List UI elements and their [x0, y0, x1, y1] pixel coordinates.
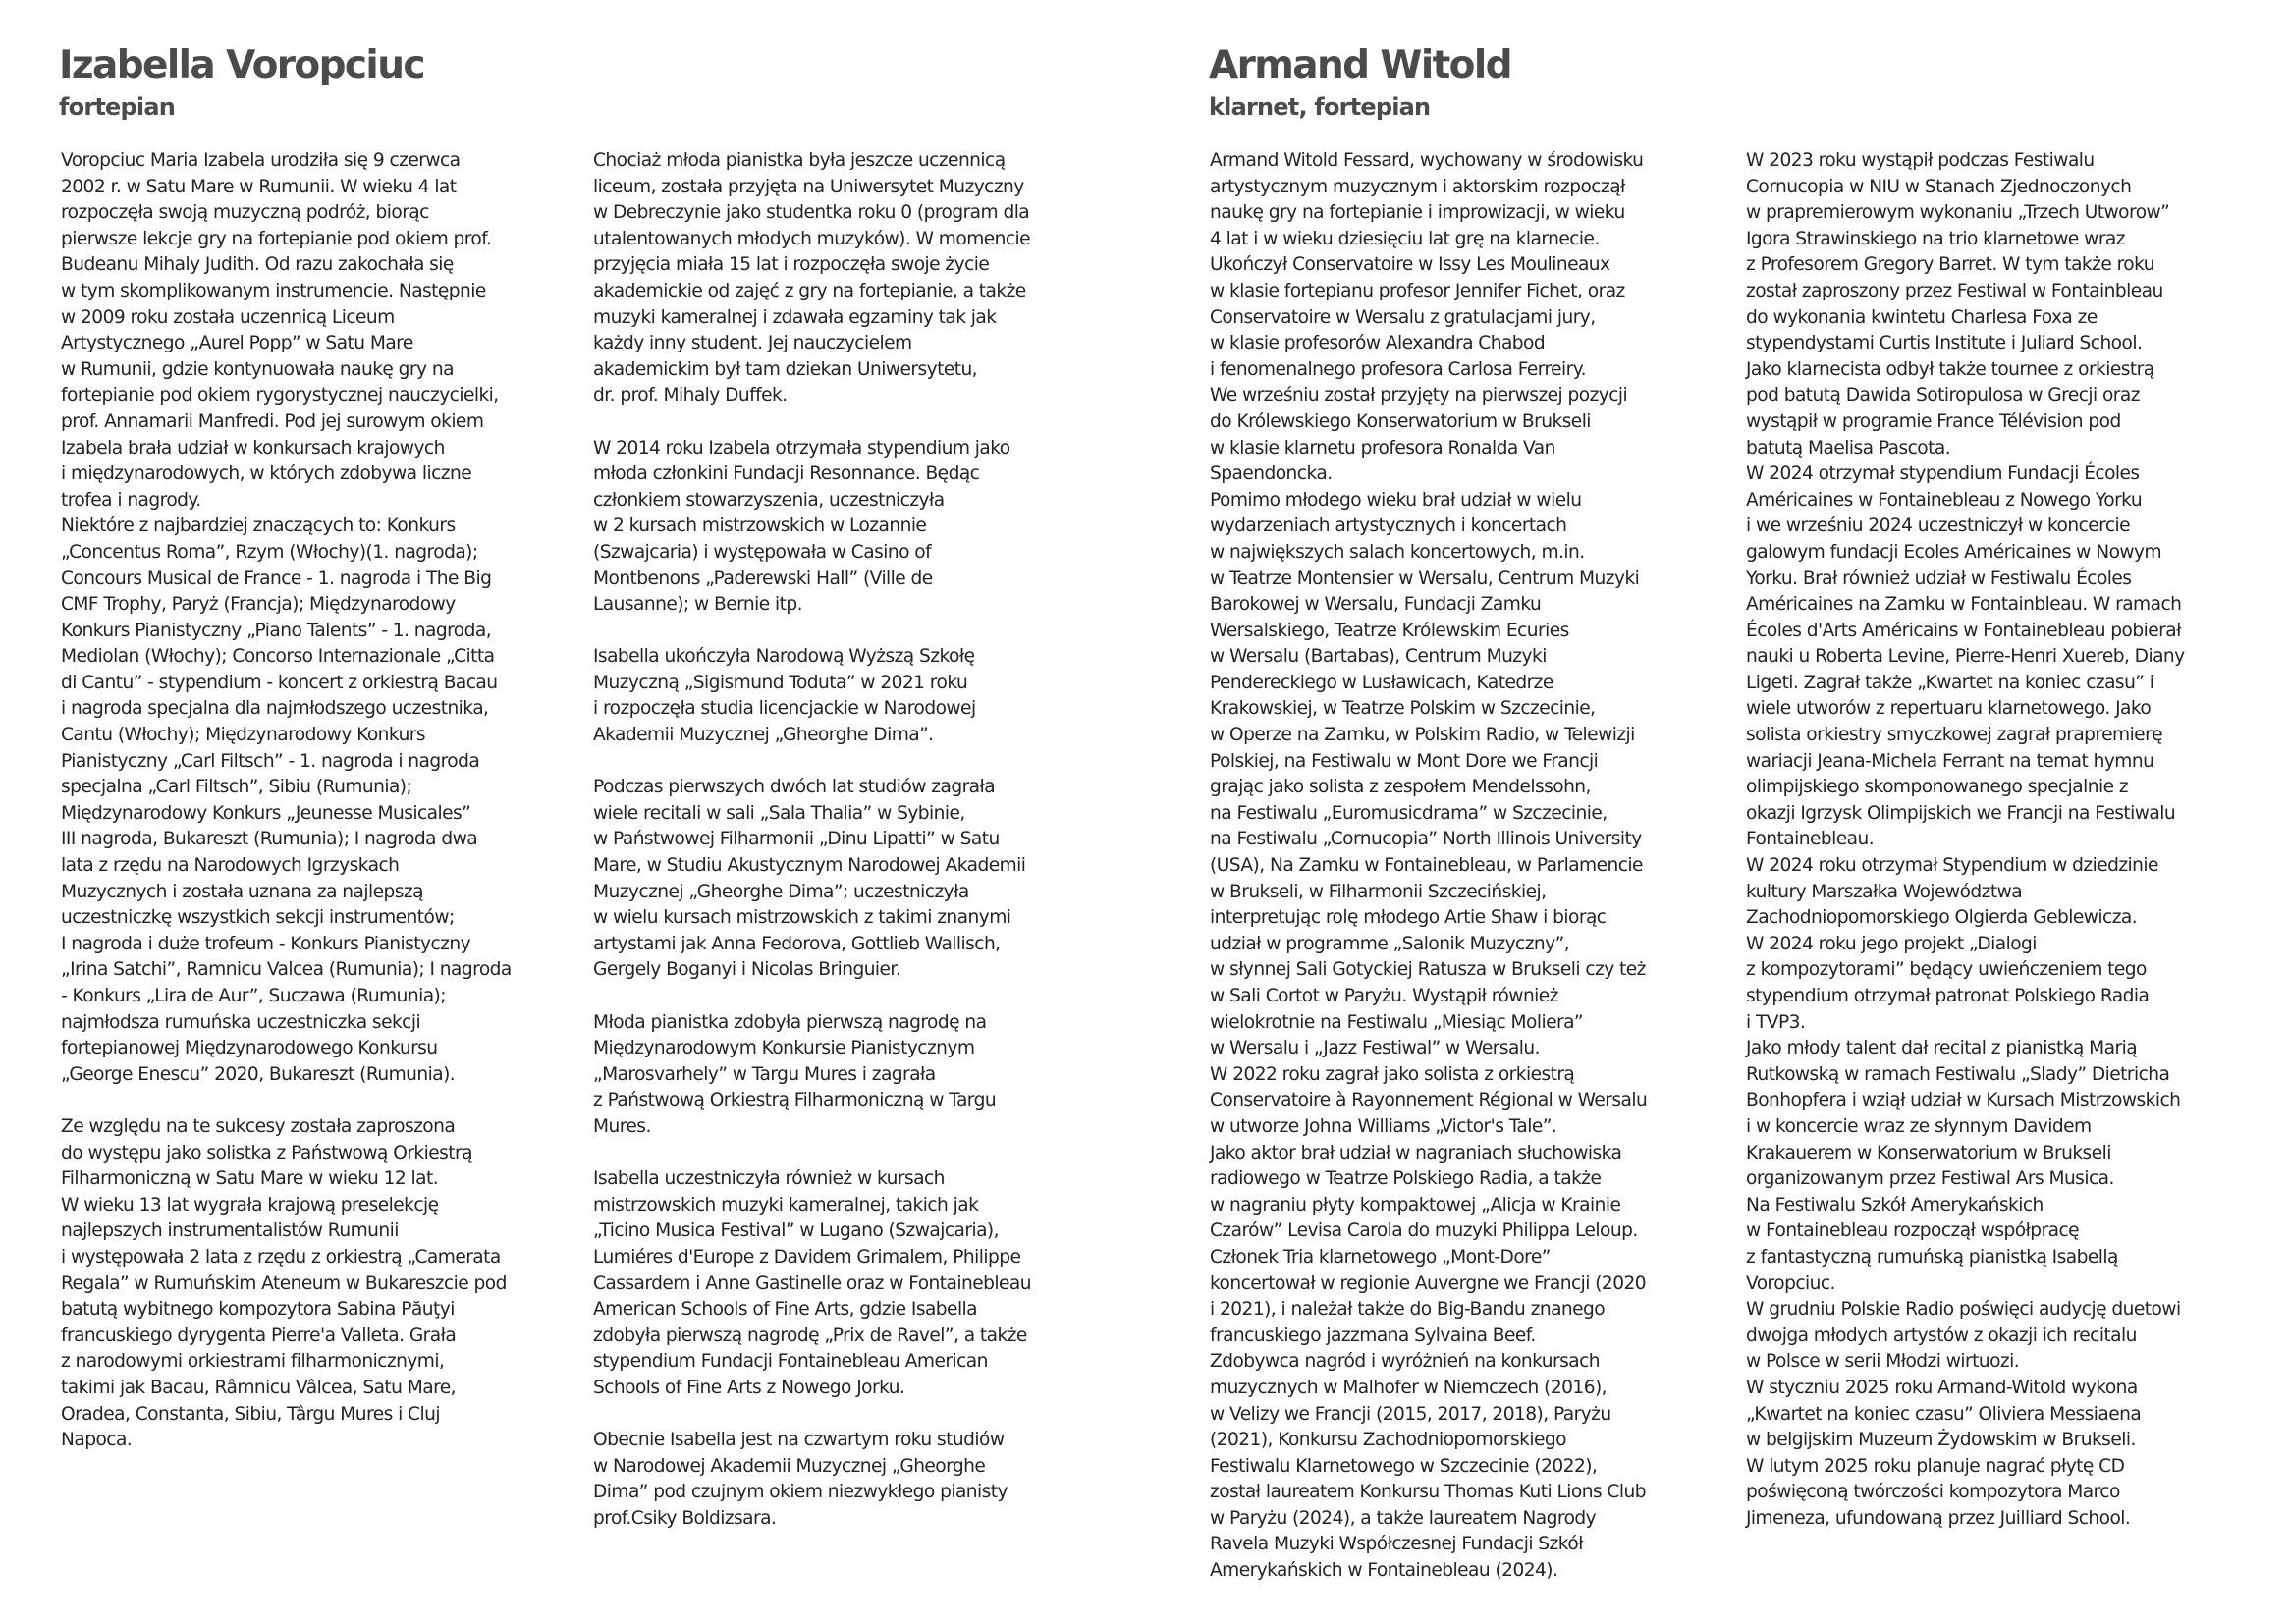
text-line: Jimeneza, ufundowaną przez Juilliard School. — [1746, 1507, 2131, 1529]
text-line: koncertował w regionie Auvergne we Francji (2020 — [1210, 1272, 1647, 1294]
text-line: wiele utworów z repertuaru klarnetowego. Jako — [1746, 698, 2152, 720]
text-line: galowym fundacji Ecoles Américaines w Nowym — [1746, 541, 2162, 563]
paragraph — [593, 1010, 1123, 1141]
text-line: solista orkiestry smyczkowej zagrał prapremierę — [1746, 725, 2163, 746]
text-line: poświęconą twórczości kompozytora Marco — [1746, 1482, 2120, 1503]
text-line: Wersalskiego, Teatrze Królewskim Ecuries — [1210, 620, 1569, 641]
text-line: Zdobywca nagród i wyróżnień na konkursach — [1210, 1351, 1601, 1373]
text-line: Voropciuc. — [1746, 1272, 1835, 1294]
text-line: prof.Csiky Boldizsara. — [593, 1507, 777, 1529]
text-line: Montbenons „Paderewski Hall” (Ville de — [593, 568, 933, 589]
text-line: w Polsce w serii Młodzi wirtuozi. — [1746, 1351, 2020, 1373]
text-line: w prapremierowym wykonaniu „Trzech Utworow” — [1746, 202, 2170, 224]
text-line: batutą Maelisa Pascota. — [1746, 437, 1951, 459]
text-line: w klasie fortepianu profesor Jennifer Fichet, oraz — [1210, 280, 1625, 301]
text-line: W grudniu Polskie Radio poświęci audycję duetowi — [1746, 1299, 2181, 1321]
text-line: wydarzeniach artystycznych i koncertach — [1210, 515, 1567, 537]
text-line: okazji Igrzysk Olimpijskich we Francji na Festiwalu — [1746, 802, 2176, 824]
text-line: prof. Annamarii Manfredi. Pod jej surowym okiem — [61, 410, 484, 432]
text-line: w nagraniu płyty kompaktowej „Alicja w Krainie — [1210, 1194, 1621, 1216]
text-line: Cassardem i Anne Gastinelle oraz w Fontainebleau — [593, 1272, 1031, 1294]
text-line: takimi jak Bacau, Râmnicu Vâlcea, Satu Mare, — [61, 1377, 457, 1398]
text-line: w Velizy we Francji (2015, 2017, 2018), Paryżu — [1210, 1403, 1611, 1425]
text-line: Américaines w Fontainebleau z Nowego Yorku — [1746, 489, 2143, 511]
text-line: Voropciuc Maria Izabela urodziła się 9 czerwca — [61, 150, 461, 171]
text-line: z fantastyczną rumuńską pianistką Isabellą — [1746, 1246, 2118, 1268]
text-line: do występu jako solistka z Państwową Orkiestrą — [61, 1142, 472, 1164]
text-line: w klasie profesorów Alexandra Chabod — [1210, 333, 1546, 354]
text-line: i fenomenalnego profesora Carlosa Ferreiry. — [1210, 358, 1586, 380]
text-line: uczestniczkę wszystkich sekcji instrumentów; — [61, 907, 455, 929]
text-line: W styczniu 2025 roku Armand-Witold wykona — [1746, 1377, 2138, 1398]
text-line: Budeanu Mihaly Judith. Od razu zakochała się — [61, 254, 454, 276]
text-line: Schools of Fine Arts z Nowego Jorku. — [593, 1377, 905, 1398]
text-line: „Ticino Musica Festival” w Lugano (Szwajcaria), — [593, 1220, 999, 1242]
text-line: batutą wybitnego kompozytora Sabina Păuţyi — [61, 1299, 455, 1321]
paragraph — [593, 148, 1123, 409]
text-line: Écoles d'Arts Américains w Fontainebleau pobierał — [1746, 620, 2181, 641]
text-line: W 2024 roku otrzymał Stypendium w dziedzinie — [1746, 855, 2158, 877]
paragraph — [593, 1428, 1123, 1532]
text-line: Barokowej w Wersalu, Fundacji Zamku — [1210, 594, 1542, 616]
text-line: Muzycznych i została uznana za najlepszą — [61, 881, 423, 902]
text-line: Mures. — [593, 1115, 651, 1137]
text-line: „Marosvarhely” w Targu Mures i zagrała — [593, 1063, 936, 1085]
text-line: w słynnej Sali Gotyckiej Ratusza w Brukseli czy też — [1210, 959, 1646, 981]
text-line: Gergely Boganyi i Nicolas Bringuier. — [593, 959, 901, 981]
page-title: Armand Witold — [1209, 43, 1511, 87]
paragraph — [1746, 148, 2276, 1532]
text-line: W wieku 13 lat wygrała krajową preselekcję — [61, 1194, 439, 1216]
text-line: organizowanym przez Festiwal Ars Musica. — [1746, 1168, 2114, 1190]
text-line: muzycznych w Malhofer w Niemczech (2016), — [1210, 1377, 1608, 1398]
text-line: Na Festiwalu Szkół Amerykańskich — [1746, 1194, 2044, 1216]
text-line: Cantu (Włochy); Międzynarodowy Konkurs — [61, 725, 426, 746]
text-line: Muzyczną „Sigismund Toduta” w 2021 roku — [593, 672, 968, 693]
text-line: artystami jak Anna Fedorova, Gottlieb Wallisch, — [593, 933, 1001, 954]
text-line: Conservatoire w Wersalu z gratulacjami jury, — [1210, 306, 1596, 328]
text-line: naukę gry na fortepianie i improwizacji, w wieku — [1210, 202, 1625, 224]
text-line: Filharmoniczną w Satu Mare w wieku 12 lat. — [61, 1168, 439, 1190]
text-line: Lausanne); w Bernie itp. — [593, 594, 802, 616]
page-subtitle: fortepian — [59, 93, 176, 121]
text-line: przyjęcia miała 15 lat i rozpoczęła swoje życie — [593, 254, 990, 276]
text-line: Dima” pod czujnym okiem niezwykłego pianisty — [593, 1482, 1008, 1503]
text-line: w 2009 roku została uczennicą Liceum — [61, 306, 395, 328]
text-line: Chociaż młoda pianistka była jeszcze uczennicą — [593, 150, 1006, 171]
text-line: W 2024 roku jego projekt „Dialogi — [1746, 933, 2037, 954]
text-line: I nagroda i duże trofeum - Konkurs Pianistyczny — [61, 933, 471, 954]
text-line: American Schools of Fine Arts, gdzie Isabella — [593, 1299, 978, 1321]
text-line: kultury Marszałka Województwa — [1746, 881, 2023, 902]
text-line: w Wersalu i „Jazz Festiwal” w Wersalu. — [1210, 1038, 1540, 1059]
text-line: stypendium Fundacji Fontainebleau American — [593, 1351, 988, 1373]
text-line: w Narodowej Akademii Muzycznej „Gheorghe — [593, 1455, 986, 1477]
text-line: „Kwartet na koniec czasu” Oliviera Messiaena — [1746, 1403, 2142, 1425]
text-line: Polskiej, na Festiwalu w Mont Dore we Francji — [1210, 750, 1599, 772]
page-title: Izabella Voropciuc — [59, 43, 424, 87]
text-line: Conservatoire à Rayonnement Régional w Wersalu — [1210, 1090, 1648, 1111]
text-line: Obecnie Isabella jest na czwartym roku studiów — [593, 1430, 1005, 1451]
text-line: (Szwajcaria) i występowała w Casino of — [593, 541, 932, 563]
text-line: Jako klarnecista odbył także tournee z orkiestrą — [1746, 358, 2154, 380]
text-line: w Operze na Zamku, w Polskim Radio, w Telewizji — [1210, 725, 1635, 746]
text-line: w Fontainebleau rozpoczął współpracę — [1746, 1220, 2080, 1242]
text-line: na Festiwalu „Euromusicdrama” w Szczecinie, — [1210, 802, 1608, 824]
text-line: Muzycznej „Gheorghe Dima”; uczestniczyła — [593, 881, 969, 902]
text-line: trofea i nagrody. — [61, 489, 201, 511]
text-line: w Paryżu (2024), a także laureatem Nagrody — [1210, 1507, 1597, 1529]
text-line: 2002 r. w Satu Mare w Rumunii. W wieku 4 lat — [61, 176, 457, 197]
text-line: „Irina Satchi”, Ramnicu Valcea (Rumunia); I nagroda — [61, 959, 512, 981]
text-line: w największych salach koncertowych, m.in. — [1210, 541, 1585, 563]
text-line: olimpijskiego skomponowanego specjalnie z — [1746, 777, 2129, 798]
paragraph — [1210, 148, 1740, 1585]
text-line: W lutym 2025 roku planuje nagrać płytę CD — [1746, 1455, 2125, 1477]
text-line: nauki u Roberta Levine, Pierre-Henri Xuereb, Diany — [1746, 646, 2185, 668]
paragraph — [61, 1114, 591, 1454]
text-line: i występowała 2 lata z rzędu z orkiestrą „Camerata — [61, 1246, 501, 1268]
paragraph — [593, 775, 1123, 984]
text-line: wariacji Jeana-Michela Ferrant na temat hymnu — [1746, 750, 2154, 772]
text-line: Czarów” Levisa Carola do muzyki Philippa Leloup. — [1210, 1220, 1638, 1242]
text-line: muzyki kameralnej i zdawała egzaminy tak jak — [593, 306, 997, 328]
text-line: Międzynarodowy Konkurs „Jeunesse Musicales” — [61, 802, 471, 824]
text-line: rozpoczęła swoją muzyczną podróż, biorąc — [61, 202, 429, 224]
text-line: III nagroda, Bukareszt (Rumunia); I nagroda dwa — [61, 829, 478, 850]
text-line: wielokrotnie na Festiwalu „Miesiąc Moliera” — [1210, 1011, 1584, 1033]
text-line: artystycznym muzycznym i aktorskim rozpoczął — [1210, 176, 1625, 197]
text-line: pierwsze lekcje gry na fortepianie pod okiem prof. — [61, 228, 492, 249]
text-column-1 — [61, 148, 591, 1454]
text-line: Akademii Muzycznej „Gheorghe Dima”. — [593, 725, 934, 746]
text-line: Regala” w Rumuńskim Ateneum w Bukareszcie pod — [61, 1272, 507, 1294]
text-line: członkiem stowarzyszenia, uczestniczyła — [593, 489, 945, 511]
text-line: grając jako solista z zespołem Mendelssohn, — [1210, 777, 1591, 798]
left-page — [0, 0, 1144, 1624]
text-line: dwojga młodych artystów z okazji ich recitalu — [1746, 1325, 2137, 1346]
text-line: z Państwową Orkiestrą Filharmoniczną w Targu — [593, 1090, 997, 1111]
text-line: z kompozytorami” będący uwieńczeniem tego — [1746, 959, 2147, 981]
text-line: do Królewskiego Konserwatorium w Brukseli — [1210, 410, 1591, 432]
text-line: mistrzowskich muzyki kameralnej, takich jak — [593, 1194, 979, 1216]
text-line: pod batutą Dawida Sotiropulosa w Grecji oraz — [1746, 385, 2140, 406]
text-line: zdobyła pierwszą nagrodę „Prix de Ravel”, a także — [593, 1325, 1027, 1346]
text-line: stypendium otrzymał patronat Polskiego Radia — [1746, 986, 2150, 1006]
text-line: interpretując rolę młodego Artie Shaw i biorąc — [1210, 907, 1607, 929]
text-line: Mare, w Studiu Akustycznym Narodowej Akademii — [593, 855, 1026, 877]
text-line: Międzynarodowym Konkursie Pianistycznym — [593, 1038, 975, 1059]
text-line: i międzynarodowych, w których zdobywa liczne — [61, 463, 472, 485]
text-line: (2021), Konkursu Zachodniopomorskiego — [1210, 1430, 1566, 1451]
paragraph — [593, 644, 1123, 748]
text-line: Napoca. — [61, 1430, 133, 1451]
text-line: Młoda pianistka zdobyła pierwszą nagrodę na — [593, 1011, 987, 1033]
paragraph — [61, 148, 591, 1088]
text-line: W 2014 roku Izabela otrzymała stypendium jako — [593, 437, 1010, 459]
text-line: CMF Trophy, Paryż (Francja); Międzynarodowy — [61, 594, 456, 616]
text-line: w Debreczynie jako studentka roku 0 (program dla — [593, 202, 1030, 224]
text-line: stypendystami Curtis Institute i Juliard School. — [1746, 333, 2143, 354]
text-line: francuskiego jazzmana Sylvaina Beef. — [1210, 1325, 1536, 1346]
text-line: młoda członkini Fundacji Resonnance. Będąc — [593, 463, 980, 485]
text-line: Członek Tria klarnetowego „Mont-Dore” — [1210, 1246, 1551, 1268]
text-line: Concours Musical de France - 1. nagroda i The Big — [61, 568, 492, 589]
text-line: dr. prof. Mihaly Duffek. — [593, 385, 788, 406]
text-line: Festiwalu Klarnetowego w Szczecinie (2022), — [1210, 1455, 1598, 1477]
text-line: w Brukseli, w Filharmonii Szczecińskiej, — [1210, 881, 1547, 902]
text-line: w Teatrze Montensier w Wersalu, Centrum Muzyki — [1210, 568, 1640, 589]
text-column-2 — [1746, 148, 2276, 1532]
text-line: Jako aktor brał udział w nagraniach słuchowiska — [1210, 1142, 1622, 1164]
text-line: utalentowanych młodych muzyków). W momencie — [593, 228, 1031, 249]
right-page — [1145, 0, 2289, 1624]
text-line: w Wersalu (Bartabas), Centrum Muzyki — [1210, 646, 1547, 668]
text-line: w tym skomplikowanym instrumencie. Następnie — [61, 280, 486, 301]
text-line: - Konkurs „Lira de Aur”, Suczawa (Rumunia); — [61, 986, 446, 1006]
text-line: w klasie klarnetu profesora Ronalda Van — [1210, 437, 1555, 459]
text-line: Ze względu na te sukcesy została zaproszona — [61, 1115, 456, 1137]
text-line: udział w programme „Salonik Muzyczny”, — [1210, 933, 1570, 954]
text-line: Konkurs Pianistyczny „Piano Talents” - 1. nagroda, — [61, 620, 492, 641]
page-subtitle: klarnet, fortepian — [1209, 93, 1431, 121]
text-line: najlepszych instrumentalistów Rumunii — [61, 1220, 399, 1242]
text-line: francuskiego dyrygenta Pierre'a Valleta. Grała — [61, 1325, 457, 1346]
text-line: We wrześniu został przyjęty na pierwszej pozycji — [1210, 385, 1628, 406]
text-line: Niektóre z najbardziej znaczących to: Konkurs — [61, 515, 456, 537]
text-line: „George Enescu” 2020, Bukareszt (Rumunia). — [61, 1063, 456, 1085]
text-line: Spaendoncka. — [1210, 463, 1333, 485]
text-line: liceum, została przyjęta na Uniwersytet Muzyczny — [593, 176, 1024, 197]
text-line: radiowego w Teatrze Polskiego Radia, a także — [1210, 1168, 1602, 1190]
text-line: Krakauerem w Konserwatorium w Brukseli — [1746, 1142, 2111, 1164]
text-column-2 — [593, 148, 1123, 1532]
text-line: Ligeti. Zagrał także „Kwartet na koniec czasu” i — [1746, 672, 2154, 693]
text-line: każdy inny student. Jej nauczycielem — [593, 333, 912, 354]
text-line: lata z rzędu na Narodowych Igrzyskach — [61, 855, 400, 877]
text-line: i rozpoczęła studia licencjackie w Narodowej — [593, 698, 976, 720]
text-line: Cornucopia w NIU w Stanach Zjednoczonych — [1746, 176, 2132, 197]
text-line: Izabela brała udział w konkursach krajowych — [61, 437, 445, 459]
text-line: w utworze Johna Williams „Victor's Tale”. — [1210, 1115, 1557, 1137]
text-line: Ukończył Conservatoire w Issy Les Moulineaux — [1210, 254, 1610, 276]
text-line: Krakowskiej, w Teatrze Polskim w Szczecinie, — [1210, 698, 1596, 720]
text-line: Rutkowską w ramach Festiwalu „Slady” Dietricha — [1746, 1063, 2170, 1085]
text-line: w Rumunii, gdzie kontynuowała naukę gry na — [61, 358, 454, 380]
text-line: najmłodsza rumuńska uczestniczka sekcji — [61, 1011, 421, 1033]
text-line: w belgijskim Muzeum Żydowskim w Brukseli. — [1746, 1430, 2136, 1451]
text-line: W 2024 otrzymał stypendium Fundacji Écoles — [1746, 463, 2140, 485]
text-line: akademickie od zajęć z gry na fortepianie, a także — [593, 280, 1026, 301]
text-line: i w koncercie wraz ze słynnym Davidem — [1746, 1115, 2092, 1137]
text-line: di Cantu” - stypendium - koncert z orkiestrą Bacau — [61, 672, 498, 693]
text-line: Podczas pierwszych dwóch lat studiów zagrała — [593, 777, 996, 798]
text-line: został laureatem Konkursu Thomas Kuti Lions Club — [1210, 1482, 1646, 1503]
text-line: w Państwowej Filharmonii „Dinu Lipatti” w Satu — [593, 829, 1000, 850]
text-line: fortepianie pod okiem rygorystycznej nauczycielki, — [61, 385, 499, 406]
text-line: „Concentus Roma”, Rzym (Włochy)(1. nagroda); — [61, 541, 478, 563]
text-line: do wykonania kwintetu Charlesa Foxa ze — [1746, 306, 2098, 328]
text-line: Yorku. Brał również udział w Festiwalu Écoles — [1746, 568, 2132, 589]
text-line: W 2023 roku wystąpił podczas Festiwalu — [1746, 150, 2095, 171]
text-line: Oradea, Constanta, Sibiu, Târgu Mures i Cluj — [61, 1403, 440, 1425]
text-line: i 2021), i należał także do Big-Bandu znanego — [1210, 1299, 1606, 1321]
text-line: Jako młody talent dał recital z pianistką Marią — [1746, 1038, 2138, 1059]
text-line: w Sali Cortot w Paryżu. Wystąpił również — [1210, 986, 1558, 1006]
text-line: akademickim był tam dziekan Uniwersytetu, — [593, 358, 978, 380]
text-line: Armand Witold Fessard, wychowany w środowisku — [1210, 150, 1644, 171]
text-line: i TVP3. — [1746, 1011, 1806, 1033]
text-line: Fontainebleau. — [1746, 829, 1875, 850]
text-line: Mediolan (Włochy); Concorso Internazionale „Citta — [61, 646, 495, 668]
text-line: Pendereckiego w Lusławicach, Katedrze — [1210, 672, 1553, 693]
text-line: fortepianowej Międzynarodowego Konkursu — [61, 1038, 438, 1059]
text-column-1 — [1210, 148, 1740, 1585]
text-line: Bonhopfera i wziął udział w Kursach Mistrzowskich — [1746, 1090, 2181, 1111]
text-line: na Festiwalu „Cornucopia” North Illinois University — [1210, 829, 1642, 850]
text-line: z Profesorem Gregory Barret. W tym także roku — [1746, 254, 2155, 276]
text-line: w wielu kursach mistrzowskich z takimi znanymi — [593, 907, 1011, 929]
paragraph — [593, 436, 1123, 619]
text-line: został zaproszony przez Festiwal w Fontainbleau — [1746, 280, 2163, 301]
text-line: z narodowymi orkiestrami filharmonicznymi, — [61, 1351, 445, 1373]
text-line: Pomimo młodego wieku brał udział w wielu — [1210, 489, 1582, 511]
text-line: Zachodniopomorskiego Olgierda Geblewicza. — [1746, 907, 2138, 929]
text-line: (USA), Na Zamku w Fontainebleau, w Parlamencie — [1210, 855, 1643, 877]
text-line: Artystycznego „Aurel Popp” w Satu Mare — [61, 333, 413, 354]
text-line: wiele recitali w sali „Sala Thalia” w Sybinie, — [593, 802, 965, 824]
text-line: Ravela Muzyki Współczesnej Fundacji Szkół — [1210, 1534, 1583, 1555]
text-line: Igora Strawinskiego na trio klarnetowe wraz — [1746, 228, 2125, 249]
text-line: Pianistyczny „Carl Filtsch” - 1. nagroda i nagroda — [61, 750, 480, 772]
text-line: i nagroda specjalna dla najmłodszego uczestnika, — [61, 698, 489, 720]
text-line: W 2022 roku zagrał jako solista z orkiestrą — [1210, 1063, 1575, 1085]
text-line: w 2 kursach mistrzowskich w Lozannie — [593, 515, 927, 537]
text-line: Américaines na Zamku w Fontainbleau. W ramach — [1746, 594, 2182, 616]
text-line: wystąpił w programie France Télévision pod — [1746, 410, 2121, 432]
text-line: 4 lat i w wieku dziesięciu lat grę na klarnecie. — [1210, 228, 1600, 249]
text-line: Lumiéres d'Europe z Davidem Grimalem, Philippe — [593, 1246, 1021, 1268]
text-line: specjalna „Carl Filtsch”, Sibiu (Rumunia); — [61, 777, 412, 798]
text-line: Isabella uczestniczyła również w kursach — [593, 1168, 945, 1190]
text-line: i we wrześniu 2024 uczestniczył w koncercie — [1746, 515, 2131, 537]
text-line: Amerykańskich w Fontainebleau (2024). — [1210, 1560, 1558, 1582]
paragraph — [593, 1166, 1123, 1401]
text-line: Isabella ukończyła Narodową Wyższą Szkołę — [593, 646, 975, 668]
